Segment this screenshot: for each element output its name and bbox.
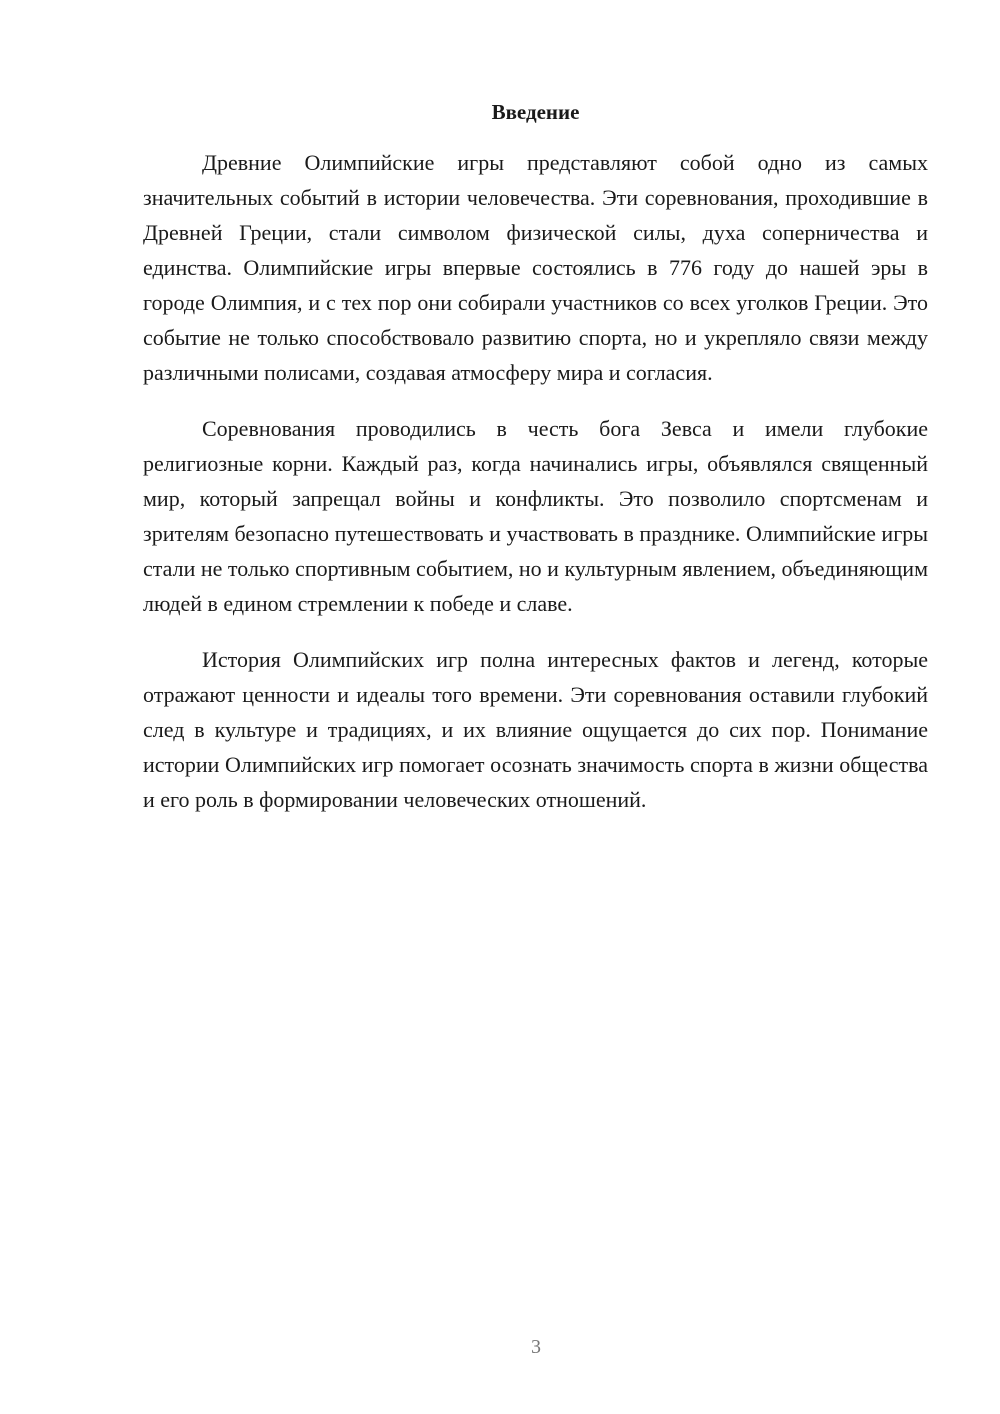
paragraph-1: Древние Олимпийские игры представляют собой одно из самых значительных событий в истории человечества. Эти соревнования, проходившие в Древней Греции, стали символом физической силы, духа соперничества и единства. Олимпийские игры впервые состоялись в 776 году до нашей эры в городе Олимпия, и с тех пор они собирали участников со всех уголков Греции. Это событие не только способствовало развитию спорта, но и укрепляло связи между различными полисами, создавая атмосферу мира и согласия.: [143, 150, 928, 385]
body-text: [143, 145, 928, 838]
page-number: 3: [531, 1336, 541, 1358]
section-heading: Введение: [491, 100, 580, 124]
paragraph-3: История Олимпийских игр полна интересных фактов и легенд, которые отражают ценности и идеалы того времени. Эти соревнования оставили глубокий след в культуре и традициях, и их влияние ощущается до сих пор. Понимание истории Олимпийских игр помогает осознать значимость спорта в жизни общества и его роль в формировании человеческих отношений.: [143, 647, 928, 812]
paragraph-2: Соревнования проводились в честь бога Зевса и имели глубокие религиозные корни. Каждый раз, когда начинались игры, объявлялся священный мир, который запрещал войны и конфликты. Это позволило спортсменам и зрителям безопасно путешествовать и участвовать в празднике. Олимпийские игры стали не только спортивным событием, но и культурным явлением, объединяющим людей в едином стремлении к победе и славе.: [143, 416, 928, 616]
